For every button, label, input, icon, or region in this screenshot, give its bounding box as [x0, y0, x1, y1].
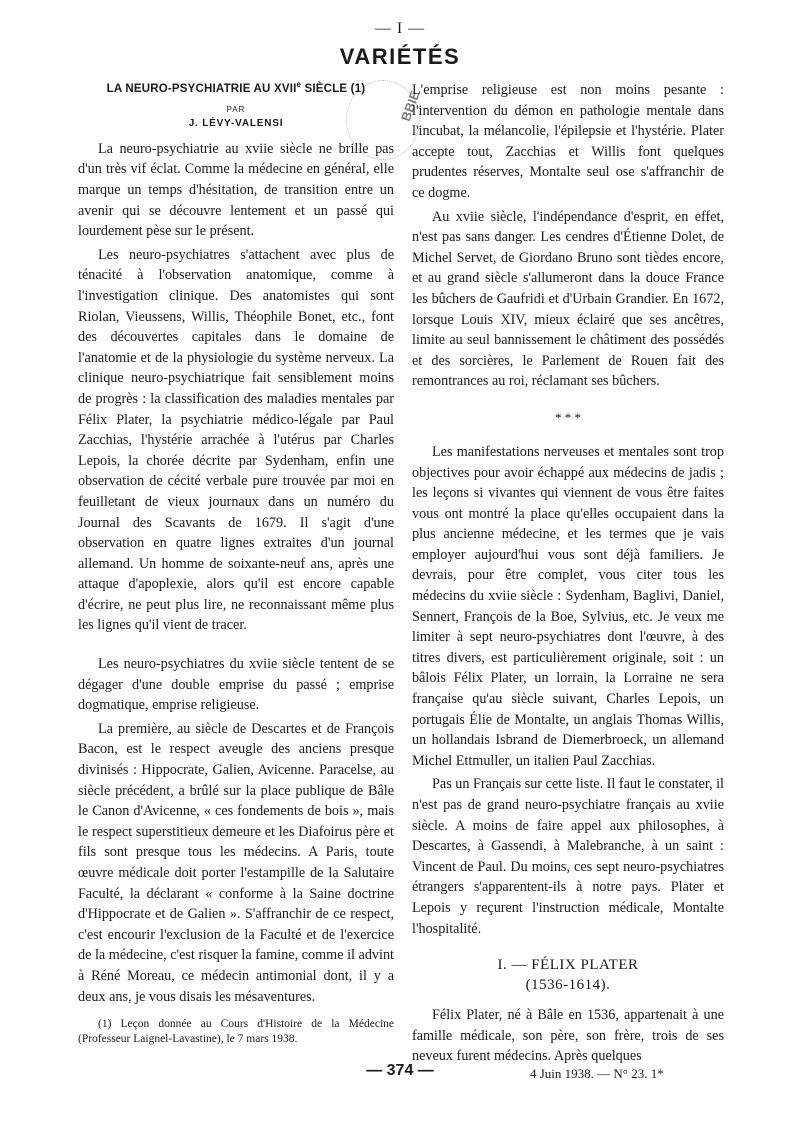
paragraph: L'emprise religieuse est non moins pesante : l'intervention du démon en pathologie mentale dans l'incubat, la mélancolie, l'épilepsie et l'hystérie. Plater accepte tout, Zacchias et Willis font quelques prudentes réserves, Montalte seul ose s'affranchir de ce dogme. [412, 82, 724, 201]
footnote: (1) Leçon donnée au Cours d'Histoire de la Médecine (Professeur Laignel-Lavastine), le 7 mars 1938. [78, 1018, 394, 1046]
paragraph: Félix Plater, né à Bâle en 1536, appartenait à une famille médicale, son père, son frère, trois de ses neveux furent médecins. Après quelques [412, 1007, 724, 1065]
author-name: J. LÉVY-VALENSI [188, 117, 284, 129]
paragraph: Au xviie siècle, l'indépendance d'esprit, en effet, n'est pas sans danger. Les cendres d'Étienne Dolet, de Michel Servet, de Giordano Bruno sont tièdes encore, et au grand siècle s'allumeront dans la douce France les bûchers de Gaufridi et d'Urbain Grandier. En 1672, lorsque Louis XIV, mieux éclairé que ses ancêtres, limite au seul bannissement le châtiment des possédés et des sorcières, le Parlement de Rouen fait des remontrances au roi, réclamant ses bûchers. [412, 208, 724, 390]
subsection-heading [412, 955, 724, 995]
paragraph-gap [78, 636, 394, 654]
section-separator-stars: * * * [555, 409, 581, 425]
article-title-main: LA NEURO-PSYCHIATRIE AU XVII [106, 82, 297, 95]
paragraph: Les neuro-psychiatres du xviie siècle tentent de se dégager d'une double emprise du passé ; emprise dogmatique, emprise religieuse. [78, 656, 394, 714]
right-column [412, 80, 724, 1067]
issue-date: 4 Juin 1938. — N° 23. 1* [530, 1066, 664, 1081]
article-title-sup: e [296, 80, 302, 89]
paragraph: La première, au siècle de Descartes et de François Bacon, est le respect aveugle des anciens presque divinisés : Hippocrate, Galien, Avicenne. Paracelse, au siècle précédent, a brûlé sur la place publique de Bâle le Canon d'Avicenne, « ces fondements de bois », mais le respect superstitieux demeure et les Diafoirus père et fils sont presque tous les médecins. A Paris, toute œuvre médicale doit porter l'estampille de la Salutaire Faculté, la déclarant « conforme à la Saine doctrine d'Hippocrate et de Galien ». S'affranchir de ce respect, c'est encourir l'exclusion de la Faculté et de l'exercice de la médecine, c'est risquer la famine, comme il advint à Réné Moreau, ce médecin antimonial dont, il y a deux ans, je vous disais les mésaventures. [78, 720, 394, 1005]
page-number: — 374 — [366, 1062, 434, 1079]
paragraph: La neuro-psychiatrie au xviie siècle ne brille pas d'un très vif éclat. Comme la médecine en général, elle marque un temps d'hésitation, de transition entre un avenir qui se découvre lentement et un passé qui lourdement pèse sur le présent. [78, 140, 394, 240]
subsection-heading-title: I. — FÉLIX PLATER [497, 957, 639, 974]
paragraph: Les manifestations nerveuses et mentales sont trop objectives pour avoir échappé aux médecins de jadis ; les leçons si vivantes qui viennent de vous être faites vous ont montré la place qu'elles occupaient dans la plus ancienne médecine, et les termes que je vais employer aujourd'hui vous sont déjà familiers. Je devrais, pour être complet, vous citer tous les médecins du xviie siècle : Sydenham, Baglivi, Daniel, Sennert, François de la Boe, Sylvius, etc. Je veux me limiter à sept neuro-psychiatres dont l'œuvre, à des titres divers, est particulièrement originale, soit : un bâlois Félix Plater, un lorrain, la Lorraine ne sera française qu'au siècle suivant, Charles Lepois, un portugais Élie de Montalte, un anglais Thomas Willis, un hollandais Isbrand de Diemerbroeck, un allemand Michel Ettmuller, un italien Paul Zacchias. [412, 443, 724, 769]
article-title-tail: SIÈCLE [301, 82, 348, 95]
section-title: VARIÉTÉS [339, 44, 461, 69]
subsection-heading-dates: (1536-1614). [525, 977, 611, 994]
paragraph: Les neuro-psychiatres s'attachent avec plus de ténacité à l'observation anatomique, comme à l'investigation clinique. Des anatomistes qui sont Riolan, Vieussens, Willis, Théophile Bonet, etc., font des découvertes capitales dans le domaine de l'anatomie et de la physiologie du système nerveux. La clinique neuro-psychiatrique fait sensiblement moins de progrès : la classification des maladies mentales par Félix Plater, la psychiatrie médico-légale par Paul Zacchias, l'hystérie arrachée à l'utérus par Charles Lepois, la chorée décrite par Sydenham, enfin une observation de cécité verbale pure trouvée par moi en feuilletant de vieux journaux dans un numéro du Journal des Scavants de 1679. Il s'agit d'une observation en quatre lignes extraites d'un journal allemand. Un homme de soixante-neuf ans, après une attaque d'apoplexie, alors qu'il est encore capable d'écrire, ne peut plus lire, ne reconnaissant même plus les lignes qu'il vient de tracer. [78, 246, 394, 634]
article-title [78, 80, 394, 95]
footnote-ref: (1) [347, 82, 366, 95]
library-stamp-text: BBIE [398, 88, 423, 124]
left-column [78, 80, 394, 1047]
top-page-marker: — I — [374, 20, 426, 37]
paragraph: Pas un Français sur cette liste. Il faut le constater, il n'est pas de grand neuro-psychiatre français au xviie siècle. A moins de faire appel aux philosophes, à Descartes, à Gassendi, à Malebranche, à un saint : Vincent de Paul. Du moins, ces sept neuro-psychiatres étrangers s'apparentent-ils à notre pays. Plater et Lepois y reçurent l'instruction médicale, Montalte l'hospitalité. [412, 776, 724, 937]
byline-par: PAR [226, 104, 246, 114]
